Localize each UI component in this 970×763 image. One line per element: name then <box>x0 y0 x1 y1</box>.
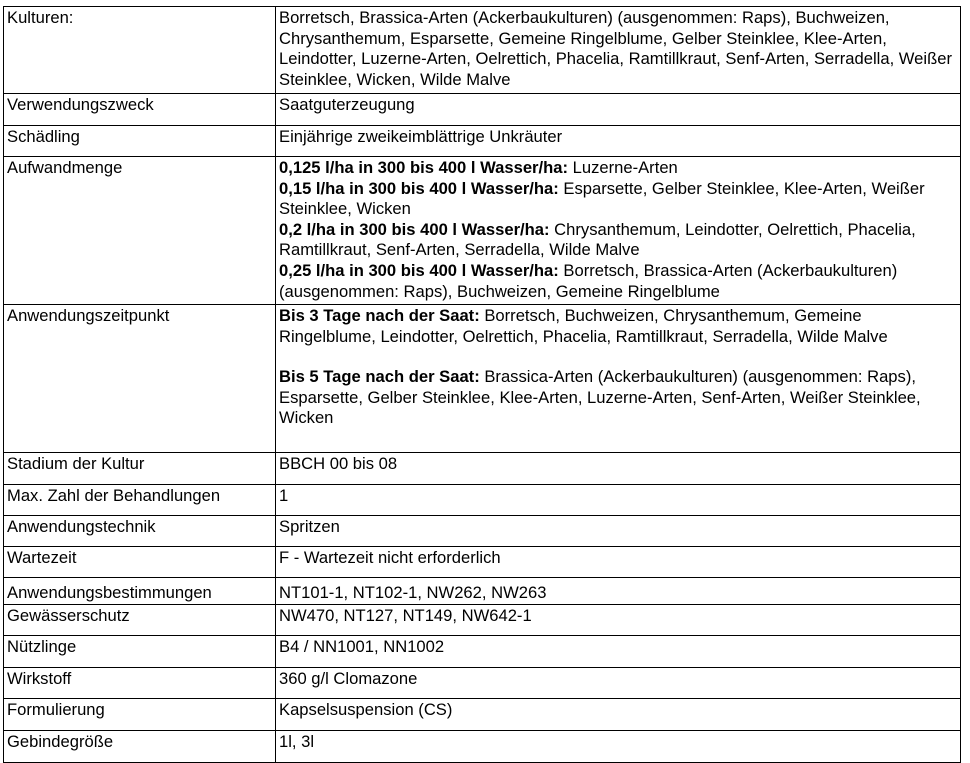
dose-rate: 0,25 l/ha in 300 bis 400 l Wasser/ha: <box>279 260 559 280</box>
dose-crops: Luzerne-Arten <box>568 158 678 177</box>
table-row <box>4 453 961 485</box>
dose-crops: Chrysanthemum, Leindotter, Oelrettich, Phacelia, Ramtillkraut, Senf-Arten, Serradella, Wilde Malve <box>279 219 916 260</box>
row-label-aufwandmenge: Aufwandmenge <box>4 157 276 305</box>
row-value-verwendungszweck: Saatguterzeugung <box>276 94 961 126</box>
dose-entry <box>279 179 960 220</box>
spacer <box>279 347 960 367</box>
table-row <box>4 730 961 762</box>
table-row <box>4 667 961 698</box>
timing-entry <box>279 306 960 347</box>
timing-crops: Brassica-Arten (Ackerbaukulturen) (ausgenommen: Raps), Esparsette, Gelber Steinklee, Klee-Arten, Luzerne-Arten, Senf-Arten, Weißer Steinklee, Wicken <box>279 367 921 428</box>
row-value-formulierung: Kapselsuspension (CS) <box>276 698 961 730</box>
dose-entry <box>279 220 960 261</box>
row-label-stadium: Stadium der Kultur <box>4 453 276 485</box>
row-label-anwendungsbestimmungen: Anwendungsbestimmungen <box>4 578 276 605</box>
table-row <box>4 604 961 635</box>
row-label-max-behandlungen: Max. Zahl der Behandlungen <box>4 485 276 516</box>
row-label-kulturen: Kulturen: <box>4 7 276 94</box>
table-row <box>4 305 961 453</box>
row-value-aufwandmenge <box>276 157 961 305</box>
timing-period: Bis 5 Tage nach der Saat: <box>279 367 480 387</box>
row-value-schaedling: Einjährige zweikeimblättrige Unkräuter <box>276 126 961 157</box>
row-label-schaedling: Schädling <box>4 126 276 157</box>
row-label-verwendungszweck: Verwendungszweck <box>4 94 276 126</box>
dose-entry <box>279 261 960 302</box>
table-row <box>4 7 961 94</box>
table-row <box>4 485 961 516</box>
row-value-kulturen: Borretsch, Brassica-Arten (Ackerbaukulturen) (ausgenommen: Raps), Buchweizen, Chrysanthemum, Esparsette, Gemeine Ringelblume, Gelber Steinklee, Klee-Arten, Leindotter, Luzerne-Arten, Oelrettich, Phacelia, Ramtillkraut, Senf-Arten, Serradella, Weißer Steinklee, Wicken, Wilde Malve <box>276 7 961 94</box>
row-value-anwendungstechnik: Spritzen <box>276 516 961 547</box>
table-row <box>4 578 961 605</box>
dose-rate: 0,2 l/ha in 300 bis 400 l Wasser/ha: <box>279 219 550 239</box>
table-row <box>4 635 961 667</box>
table-row <box>4 698 961 730</box>
dose-crops: Borretsch, Brassica-Arten (Ackerbaukulturen) (ausgenommen: Raps), Buchweizen, Gemeine Ringelblume <box>279 260 898 301</box>
dose-crops: Esparsette, Gelber Steinklee, Klee-Arten, Weißer Steinklee, Wicken <box>279 178 925 219</box>
row-label-nuetzlinge: Nützlinge <box>4 635 276 667</box>
product-info-table <box>3 6 961 763</box>
row-value-max-behandlungen: 1 <box>276 485 961 516</box>
table-row <box>4 94 961 126</box>
row-value-gebindegroesse: 1l, 3l <box>276 730 961 762</box>
row-value-stadium: BBCH 00 bis 08 <box>276 453 961 485</box>
dose-rate: 0,15 l/ha in 300 bis 400 l Wasser/ha: <box>279 178 559 198</box>
row-label-gewaesserschutz: Gewässerschutz <box>4 604 276 635</box>
row-value-anwendungsbestimmungen: NT101-1, NT102-1, NW262, NW263 <box>276 578 961 605</box>
row-label-wartezeit: Wartezeit <box>4 547 276 578</box>
row-label-anwendungszeitpunkt: Anwendungszeitpunkt <box>4 305 276 453</box>
row-value-anwendungszeitpunkt <box>276 305 961 453</box>
table-row <box>4 157 961 305</box>
timing-period: Bis 3 Tage nach der Saat: <box>279 306 480 325</box>
row-value-wartezeit: F - Wartezeit nicht erforderlich <box>276 547 961 578</box>
row-label-formulierung: Formulierung <box>4 698 276 730</box>
row-value-nuetzlinge: B4 / NN1001, NN1002 <box>276 635 961 667</box>
timing-crops: Borretsch, Buchweizen, Chrysanthemum, Gemeine Ringelblume, Leindotter, Oelrettich, Phacelia, Ramtillkraut, Serradella, Wilde Malve <box>279 306 888 346</box>
row-label-anwendungstechnik: Anwendungstechnik <box>4 516 276 547</box>
dose-rate: 0,125 l/ha in 300 bis 400 l Wasser/ha: <box>279 158 569 177</box>
row-label-wirkstoff: Wirkstoff <box>4 667 276 698</box>
table-row <box>4 126 961 157</box>
dose-entry <box>279 158 960 179</box>
row-value-wirkstoff: 360 g/l Clomazone <box>276 667 961 698</box>
timing-entry <box>279 367 960 429</box>
row-label-gebindegroesse: Gebindegröße <box>4 730 276 762</box>
row-value-gewaesserschutz: NW470, NT127, NT149, NW642-1 <box>276 604 961 635</box>
table-row <box>4 516 961 547</box>
table-row <box>4 547 961 578</box>
